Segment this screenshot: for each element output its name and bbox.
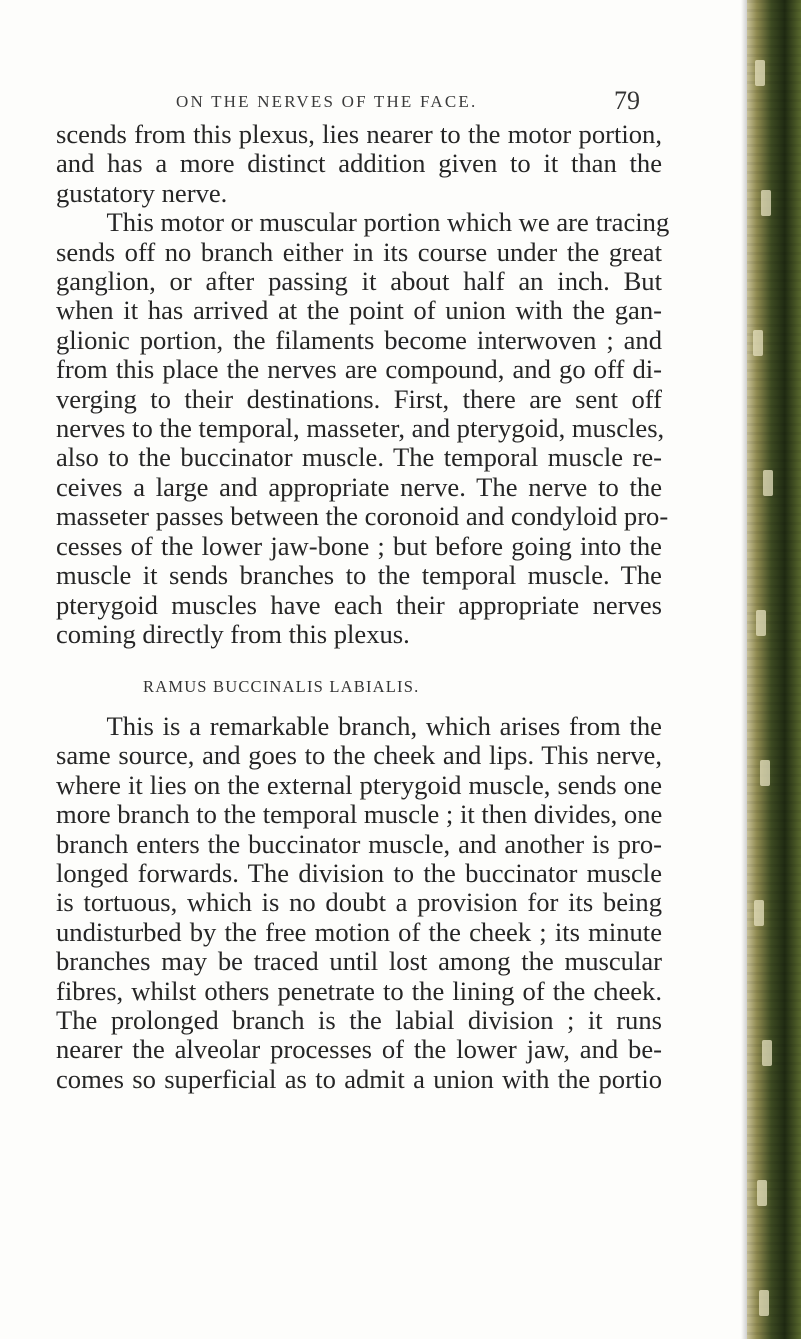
- text-line: and has a more distinct addition given to it than the: [56, 148, 662, 179]
- text-line: This motor or muscular portion which we are tracing: [106, 207, 670, 238]
- text-line: masseter passes between the coronoid and condyloid pro-: [56, 501, 669, 532]
- section-heading: RAMUS BUCCINALIS LABIALIS.: [143, 677, 420, 696]
- text-line: verging to their destinations. First, there are sent off: [56, 383, 662, 414]
- book-binding-edge: [747, 0, 801, 1339]
- text-line: is tortuous, which is no doubt a provision for its being: [56, 887, 662, 918]
- text-block-1: [56, 119, 670, 649]
- text-line: pterygoid muscles have each their appropriate nerves: [56, 589, 662, 620]
- text-line: scends from this plexus, lies nearer to the motor portion,: [56, 119, 662, 149]
- binding-mark: [762, 1040, 772, 1066]
- text-line: ceives a large and appropriate nerve. The nerve to the: [56, 471, 662, 502]
- text-line: branches may be traced until lost among the muscular: [56, 946, 662, 977]
- binding-mark: [755, 60, 765, 86]
- running-head: ON THE NERVES OF THE FACE.: [176, 92, 478, 111]
- text-line: same source, and goes to the cheek and lips. This nerve,: [56, 740, 662, 771]
- text-line: branch enters the buccinator muscle, and another is pro-: [56, 828, 662, 859]
- binding-mark: [756, 610, 766, 636]
- binding-mark: [754, 900, 764, 926]
- text-line: cesses of the lower jaw-bone ; but before going into the: [56, 530, 662, 561]
- text-line: longed forwards. The division to the buccinator muscle: [56, 858, 662, 889]
- binding-mark: [753, 330, 763, 356]
- text-line: from this place the nerves are compound, and go off di-: [56, 354, 662, 385]
- text-line: more branch to the temporal muscle ; it then divides, one: [56, 799, 663, 830]
- text-line: nearer the alveolar processes of the lower jaw, and be-: [56, 1034, 662, 1065]
- text-line: where it lies on the external pterygoid muscle, sends one: [56, 769, 662, 800]
- binding-mark: [757, 1180, 767, 1206]
- text-line: glionic portion, the filaments become interwoven ; and: [56, 324, 662, 355]
- text-line: The prolonged branch is the labial division ; it runs: [56, 1005, 662, 1036]
- binding-mark: [761, 190, 771, 216]
- text-line: nerves to the temporal, masseter, and pterygoid, muscles,: [56, 413, 665, 444]
- binding-mark: [760, 760, 770, 786]
- binding-mark: [759, 1290, 769, 1316]
- text-line: also to the buccinator muscle. The temporal muscle re-: [56, 442, 662, 473]
- text-line: undisturbed by the free motion of the cheek ; its minute: [56, 916, 662, 947]
- text-line: fibres, whilst others penetrate to the lining of the cheek.: [56, 975, 662, 1006]
- page-number: 79: [614, 86, 640, 115]
- text-line: comes so superficial as to admit a union with the portio: [56, 1063, 662, 1094]
- text-block-2: [56, 712, 662, 1094]
- text-line: when it has arrived at the point of union with the gan-: [56, 295, 662, 326]
- text-line: coming directly from this plexus.: [56, 618, 410, 649]
- text-line: muscle it sends branches to the temporal muscle. The: [56, 560, 662, 591]
- text-line: gustatory nerve.: [56, 177, 228, 208]
- text-line: sends off no branch either in its course under the great: [56, 236, 662, 267]
- text-line: ganglion, or after passing it about half an inch. But: [56, 266, 662, 297]
- text-line: This is a remarkable branch, which arises from the: [106, 711, 662, 741]
- binding-mark: [763, 470, 773, 496]
